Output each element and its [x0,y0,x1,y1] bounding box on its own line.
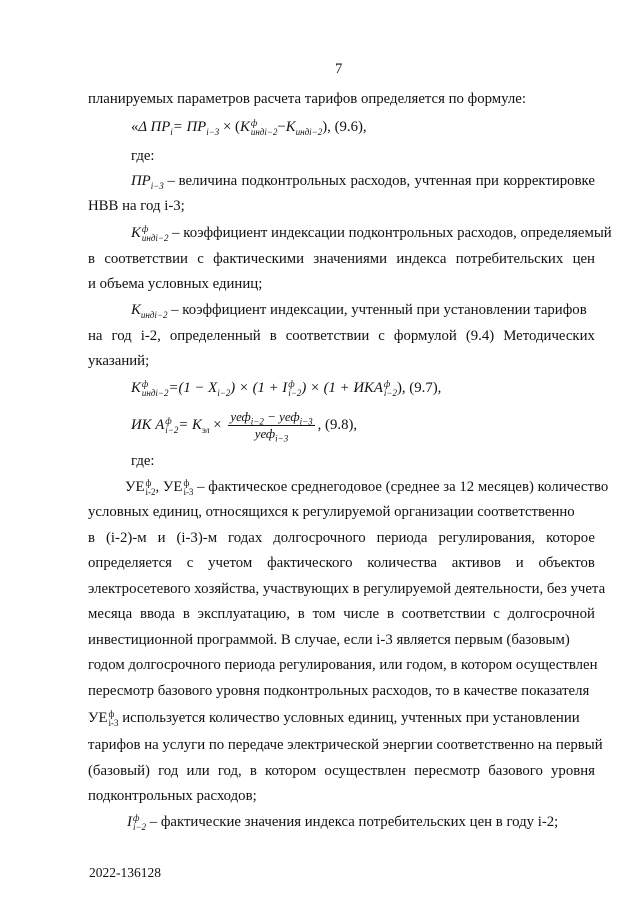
word: пересмотр [414,763,481,779]
formula-tail: ), (9.7), [396,380,442,396]
def-ue-line-1 [125,478,608,497]
word: котором [265,763,317,779]
word: которое [546,530,595,546]
formula-sub: i−2 [217,387,231,398]
def-ue-line-11: тарифов на услуги по передаче электрической энергии соответственно на первый [88,737,603,753]
formula-symbol: K [131,380,141,396]
def-ue-line-13: подконтрольных расходов; [88,788,257,804]
word: активов [451,555,501,571]
def-kf-line-2 [88,250,595,268]
word: регулирования, [438,530,536,546]
symbol-sub: i−2 [132,821,147,832]
formula-sub: i−3 [299,416,313,427]
word: i-2, [140,328,161,344]
definition-text: – фактическое среднегодовое (среднее за 12 месяцев) количество [193,479,609,495]
symbol-script [146,479,156,497]
formula-sub: i−2 [383,387,397,398]
formula-9-7 [131,379,441,398]
formula-part: ) × (1 + ИКА [301,380,383,396]
symbol-sup: ф [141,223,149,234]
formula-part: =(1 − X [168,380,218,396]
formula-sub: индi−2 [141,387,169,398]
word: при [475,173,499,189]
def-ue-line-2: условных единиц, относящихся к регулируемой организации соответственно [88,504,575,520]
word: потребительских [455,251,564,267]
word: фактического [267,555,353,571]
symbol-sup: ф [183,477,190,488]
formula-sup: ф [383,378,391,389]
word: с [378,328,385,344]
def-ue-line-10 [88,709,580,728]
formula-sub: i−2 [165,424,179,435]
word: фактическими [213,251,305,267]
formula-part: = K [178,417,202,433]
fraction-denominator [255,426,289,442]
formula-symbol: Δ ПР [138,119,171,135]
word: год, [217,763,242,779]
formula-sub: i−3 [275,433,289,444]
formula-part: − уеф [263,409,300,425]
word: определяется [88,555,172,571]
word: соответствии [285,328,370,344]
word: и [157,530,166,546]
quote-mark: « [131,119,139,135]
formula-symbol: = ПР [172,119,207,135]
def-ue-line-6 [88,605,595,623]
symbol-sub: индi−2 [140,309,168,320]
formula-paren: ( [235,119,240,135]
symbol-script [142,225,169,243]
word: эксплуатацию, [197,606,290,622]
fraction-numerator [228,409,314,426]
formula-operator: × [219,119,236,135]
word: на [88,328,103,344]
word: формулой [393,328,457,344]
formula-sub: i−2 [250,416,264,427]
word: определенный [169,328,261,344]
def-pr-line-1 [131,172,595,190]
formula-script [165,417,178,435]
symbol-sub: i-3 [183,486,194,497]
word: учетом [208,555,253,571]
def-i-line [127,813,558,832]
word: в [386,606,394,622]
word: учтенная [414,173,472,189]
formula-symbol: K [285,119,296,135]
symbol-script [133,814,146,832]
word: (9.4) [465,328,495,344]
word: базового [488,763,543,779]
word: значениями [313,251,388,267]
symbol-sup: ф [108,708,115,719]
word: индекса [396,251,447,267]
word: или [186,763,210,779]
formula-operator: × [209,417,226,433]
document-code: 2022-136128 [89,865,161,880]
word: в [88,530,95,546]
word: (i-2)-м [105,530,147,546]
formula-symbol: K [239,119,250,135]
formula-sub: i−2 [288,387,302,398]
formula-symbol: уеф [230,409,251,425]
word: год [111,328,132,344]
word: долгосрочной [507,606,595,622]
word: в [297,606,305,622]
symbol-sub: i−3 [150,180,164,191]
word: и [515,555,524,571]
formula-script [142,380,169,398]
formula-script [384,380,397,398]
symbol-sub: i-3 [108,717,119,728]
word: – величина [167,173,238,189]
def-ue-line-7: инвестиционной программой. В случае, если i-3 является первым (базовым) [88,632,570,648]
symbol: УЕ [125,479,145,495]
word: с [186,555,194,571]
word: месяца [88,606,133,622]
symbol-sub: индi−2 [141,232,169,243]
formula-sub: i−3 [206,126,220,137]
definition-text: – фактические значения индекса потребительских цен в году i-2; [149,814,559,830]
def-k-line-1 [131,301,587,319]
def-k-line-3: указаний; [88,353,150,369]
word: с [493,606,500,622]
word: периода [376,530,428,546]
word: Методических [503,328,595,344]
word: (базовый) [88,763,150,779]
def-ue-line-3 [88,529,595,547]
definition-text: – коэффициент индексации, учтенный при установлении тарифов [171,302,587,318]
formula-tail: , (9.8), [317,417,358,433]
word: корректировке [503,173,595,189]
word: объектов [538,555,595,571]
formula-sup: ф [288,378,295,389]
symbol: УЕ [162,479,183,495]
formula-sub: эл [201,424,210,435]
formula-sup: ф [141,378,149,389]
symbol: ПР [131,173,151,189]
def-ue-line-4 [88,554,595,572]
word: с [197,251,204,267]
formula-tail: ), (9.6), [322,119,367,135]
symbol-sub: i-2 [145,486,156,497]
formula-part: ) × (1 + I [230,380,288,396]
word: в [182,606,190,622]
word: расходов, [350,173,411,189]
formula-sup: ф [250,117,258,128]
word: числе [343,606,380,622]
word: цен [572,251,595,267]
def-pr-line-2: НВВ на год i-3; [88,198,185,214]
formula-sub: i [170,126,173,137]
def-ue-line-9: пересмотр базового уровня подконтрольных расходов, то в качестве показателя [88,683,590,699]
symbol-sup: ф [132,812,140,823]
word: долгосрочного [273,530,366,546]
word: годах [228,530,263,546]
def-kf-line-3: и объема условных единиц; [88,276,263,292]
formula-script [251,119,278,137]
def-ue-line-12 [88,762,595,780]
word: уровня [551,763,595,779]
page-number: 7 [335,61,343,77]
where-label-2: где: [131,453,155,469]
symbol-script [109,710,119,728]
definition-text: используется количество условных единиц, учтенных при установлении [122,710,580,726]
def-symbol [131,172,237,190]
word: осуществлен [324,763,406,779]
def-kf-line-1 [131,224,612,243]
separator: , [155,479,160,495]
word: соответствии [104,251,188,267]
word: ввода [140,606,175,622]
symbol: УЕ [88,710,108,726]
def-ue-line-5: электросетевого хозяйства, участвующих в регулируемой деятельности, без учета [88,581,606,597]
formula-sub: индi−2 [250,126,278,137]
formula-9-8 [131,408,357,442]
formula-9-6 [131,118,367,137]
word: в [269,328,277,344]
formula-symbol: ИК А [131,417,165,433]
symbol: K [131,225,141,241]
word: том [312,606,336,622]
def-k-line-2 [88,327,595,345]
word: соответствии [401,606,486,622]
formula-script [288,380,301,398]
word: в [88,251,95,267]
intro-line: планируемых параметров расчета тарифов определяется по формуле: [88,91,526,107]
formula-symbol: уеф [254,426,276,442]
formula-fraction [228,409,314,442]
def-ue-line-8: годом долгосрочного периода регулирования, или годом, в котором осуществлен [88,657,598,673]
formula-sub: индi−2 [295,126,323,137]
word: (i-3)-м [176,530,218,546]
definition-text: – коэффициент индексации подконтрольных расходов, определяемый [172,225,612,241]
symbol: K [131,302,141,318]
formula-sup: ф [165,415,172,426]
word: в [249,763,257,779]
symbol: I [127,814,132,830]
where-label-1: где: [131,148,155,164]
word: количества [367,555,437,571]
symbol-sup: ф [145,477,152,488]
symbol-script [183,479,193,497]
formula-operator: − [277,119,286,135]
word: год [158,763,179,779]
word: подконтрольных [241,173,347,189]
